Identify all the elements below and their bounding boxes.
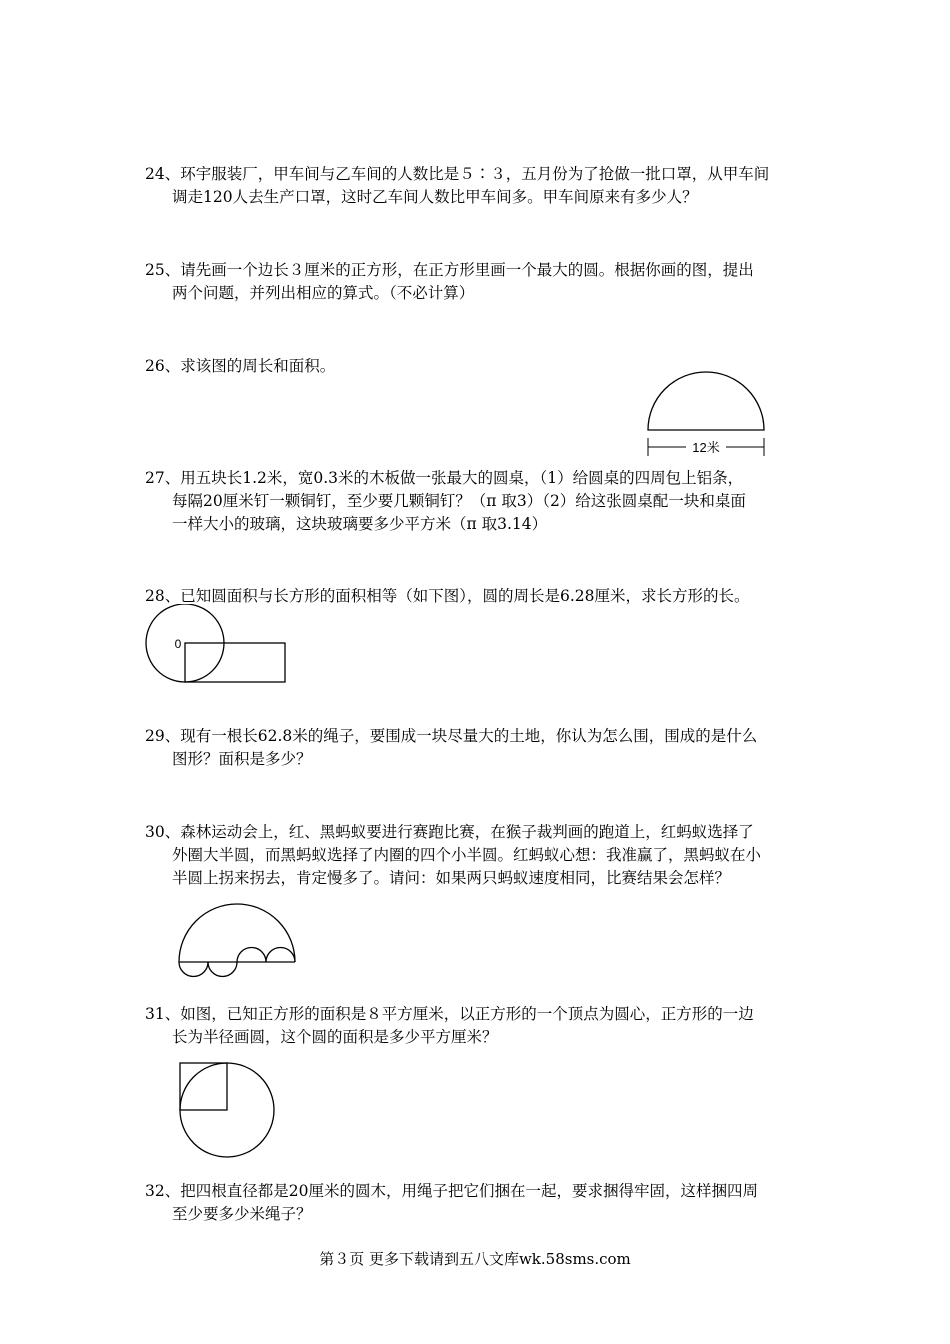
question-text-line: 一样大小的玻璃，这块玻璃要多少平方米（π 取3.14） bbox=[172, 515, 548, 533]
circle-rectangle-figure bbox=[140, 604, 295, 689]
rectangle-shape bbox=[185, 643, 285, 682]
page-footer: 第３页 更多下载请到五八文库wk.58sms.com bbox=[319, 1250, 631, 1268]
question-text-line: 28、已知圆面积与长方形的面积相等（如下图），圆的周长是6.28厘米，求长方形的长。 bbox=[145, 587, 750, 605]
question-text-line: 30、森林运动会上，红、黑蚂蚁要进行赛跑比赛，在猴子裁判画的跑道上，红蚂蚁选择了 bbox=[145, 823, 754, 841]
question-text-line: 31、如图，已知正方形的面积是８平方厘米，以正方形的一个顶点为圆心，正方形的一边 bbox=[145, 1005, 754, 1023]
small-semicircle-1 bbox=[179, 962, 208, 976]
small-semicircle-4 bbox=[266, 948, 295, 963]
question-text-line: 27、用五块长1.2米，宽0.3米的木板做一张最大的圆桌，（1）给圆桌的四周包上铝条， bbox=[145, 469, 744, 487]
question-text-line: 32、把四根直径都是20厘米的圆木，用绳子把它们捆在一起，要求捆得牢固，这样捆四周 bbox=[145, 1182, 758, 1200]
dimension-label: 12米 bbox=[692, 440, 720, 455]
small-semicircle-3 bbox=[237, 948, 266, 963]
outer-semicircle bbox=[179, 904, 295, 962]
question-text-line: 25、请先画一个边长３厘米的正方形，在正方形里画一个最大的圆。根据你画的图，提出 bbox=[145, 261, 754, 279]
question-text-line: 至少要多少米绳子？ bbox=[172, 1205, 312, 1223]
question-text-line: 调走120人去生产口罩，这时乙车间人数比甲车间多。甲车间原来有多少人？ bbox=[172, 188, 698, 206]
question-text-line: 29、现有一根长62.8米的绳子，要围成一块尽量大的土地，你认为怎么围，围成的是什么 bbox=[145, 727, 758, 745]
square-shape bbox=[180, 1063, 227, 1110]
question-text-line: 半圆上拐来拐去，肯定慢多了。请问：如果两只蚂蚁速度相同，比赛结果会怎样？ bbox=[172, 869, 731, 887]
semicircle-shape bbox=[648, 372, 764, 430]
question-32 bbox=[145, 1180, 815, 1226]
square-circle-figure bbox=[172, 1058, 282, 1164]
question-text-line: 两个问题，并列出相应的算式。（不必计算） bbox=[172, 284, 475, 302]
small-semicircle-2 bbox=[208, 962, 237, 977]
question-text-line: 图形？面积是多少？ bbox=[172, 750, 312, 768]
ant-race-track-figure bbox=[172, 900, 302, 980]
question-text-line: 26、求该图的周长和面积。 bbox=[145, 357, 336, 375]
question-24 bbox=[145, 163, 815, 209]
question-text-line: 每隔20厘米钉一颗铜钉，至少要几颗铜钉？（π 取3）（2）给这张圆桌配一块和桌面 bbox=[172, 492, 746, 510]
question-30 bbox=[145, 821, 815, 890]
question-27 bbox=[145, 467, 815, 536]
question-text-line: 外圈大半圆，而黑蚂蚁选择了内圈的四个小半圆。红蚂蚁心想：我准赢了，黑蚂蚁在小 bbox=[172, 846, 762, 864]
question-25 bbox=[145, 259, 815, 305]
center-label: 0 bbox=[174, 637, 182, 651]
question-text-line: 长为半径画圆，这个圆的面积是多少平方厘米？ bbox=[172, 1028, 498, 1046]
question-31 bbox=[145, 1003, 815, 1049]
question-text-line: 24、环宇服装厂，甲车间与乙车间的人数比是５∶３，五月份为了抢做一批口罩，从甲车间 bbox=[145, 165, 770, 183]
semicircle-figure bbox=[640, 368, 775, 460]
question-29 bbox=[145, 725, 815, 771]
